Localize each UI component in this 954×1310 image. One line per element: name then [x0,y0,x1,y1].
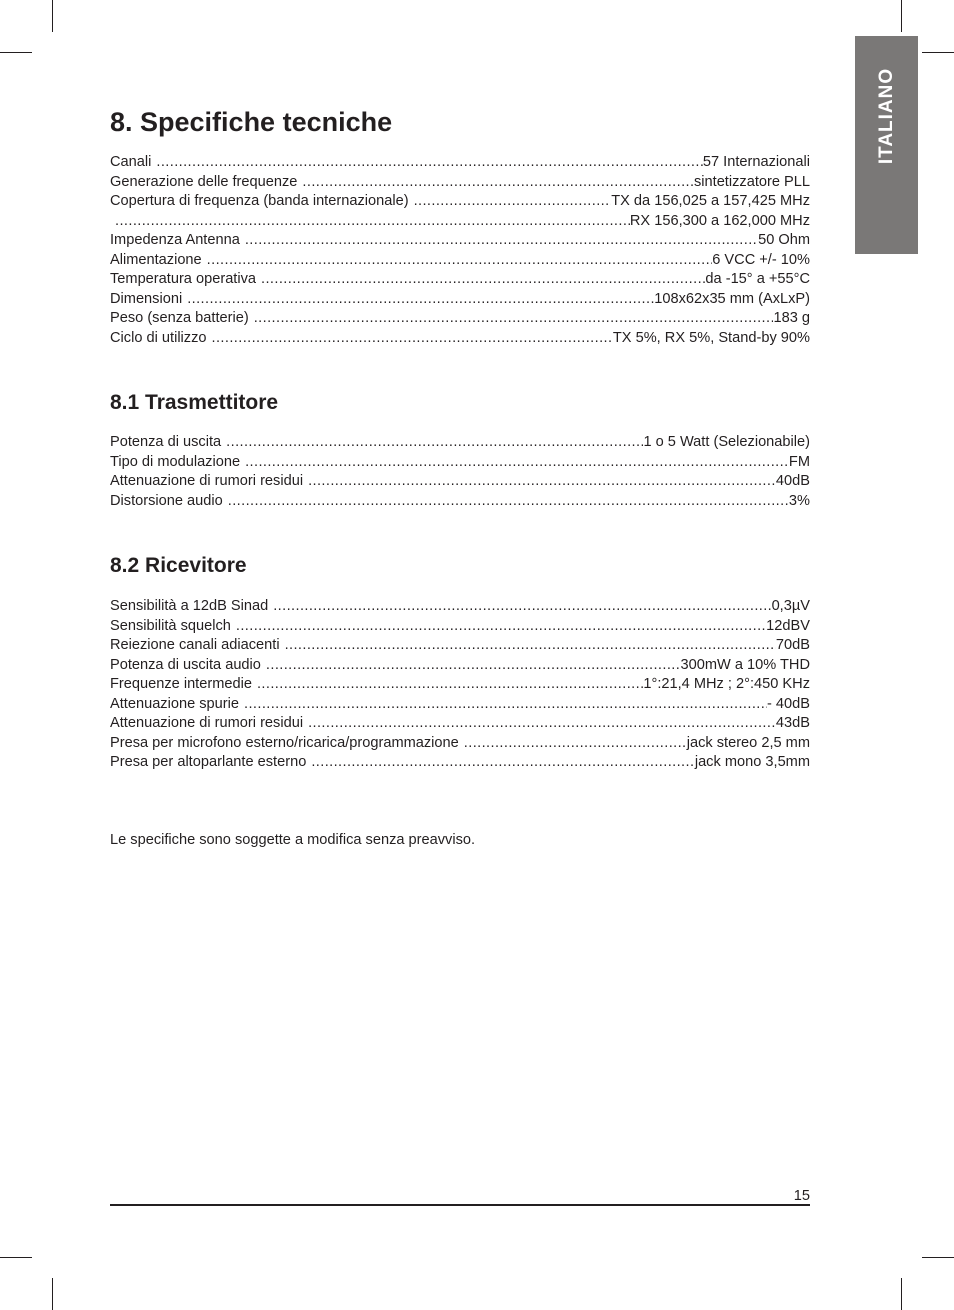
spec-value: 50 Ohm [758,232,810,248]
dot-leader [236,617,766,637]
spec-value: jack stereo 2,5 mm [686,734,810,751]
receiver-spec-list [110,597,810,773]
dot-leader [187,290,654,310]
spec-value: 40dB [775,473,810,489]
spec-value: 6 VCC +/- 10% [712,251,810,268]
dot-leader [308,472,776,492]
dot-leader [254,309,774,329]
spec-row [110,329,810,349]
receiver-heading: 8.2 Ricevitore [110,554,247,577]
spec-value: RX 156,300 a 162,000 MHz [629,212,810,229]
dot-leader [244,695,767,715]
crop-mark-bottom-left-h [0,1257,32,1258]
spec-label: Canali [110,154,152,170]
spec-value: 300mW a 10% THD [680,656,810,673]
spec-label: Distorsione audio [110,492,223,509]
crop-mark-bottom-right-h [922,1257,954,1258]
dot-leader [156,153,703,173]
dot-leader [308,714,776,734]
spec-label: Copertura di frequenza (banda internazionale) [110,193,409,209]
dot-leader [257,675,643,695]
spec-row [110,173,810,193]
spec-label: Attenuazione spurie [110,695,239,712]
spec-value: TX 5%, RX 5%, Stand-by 90% [612,329,810,346]
dot-leader [464,734,687,754]
spec-label: Generazione delle frequenze [110,173,298,190]
spec-label: Impedenza Antenna [110,232,240,248]
dot-leader [228,492,789,512]
spec-row [110,753,810,773]
crop-mark-top-left-h [0,52,32,53]
spec-label: Potenza di uscita [110,434,222,450]
spec-value: 12dBV [766,617,810,634]
spec-row [110,617,810,637]
spec-value: - 40dB [767,695,810,712]
spec-row [110,153,810,173]
crop-mark-top-right [901,0,902,32]
spec-row [110,290,810,310]
spec-label: Ciclo di utilizzo [110,329,207,346]
crop-mark-top-left [52,0,53,32]
disclaimer-note: Le specifiche sono soggette a modifica senza preavviso. [110,832,476,848]
dot-leader [115,212,630,232]
spec-label: Presa per altoparlante esterno [110,754,307,770]
spec-label: Temperatura operativa [110,271,257,287]
spec-label: Reiezione canali adiacenti [110,637,280,653]
spec-row [110,597,810,617]
spec-label: Potenza di uscita audio [110,656,261,673]
spec-label: Peso (senza batterie) [110,310,249,326]
spec-row [110,309,810,329]
dot-leader [212,329,613,349]
spec-label: Sensibilità a 12dB Sinad [110,598,269,614]
spec-value: da -15° a +55°C [705,271,810,287]
spec-row [110,695,810,715]
crop-mark-bottom-right [901,1278,902,1310]
transmitter-heading: 8.1 Trasmettitore [110,391,279,414]
spec-row [110,270,810,290]
spec-row [110,656,810,676]
spec-row [110,675,810,695]
dot-leader [273,597,771,617]
general-spec-list [110,153,810,348]
spec-value: 3% [788,492,810,509]
spec-row [110,734,810,754]
spec-row [110,251,810,271]
spec-row [110,192,810,212]
spec-label: Attenuazione di rumori residui [110,473,304,489]
crop-mark-bottom-left [52,1278,53,1310]
transmitter-spec-list [110,433,810,511]
dot-leader [414,192,612,212]
dot-leader [285,636,776,656]
spec-row [110,433,810,453]
spec-value: 43dB [775,715,810,731]
spec-value: sintetizzatore PLL [693,173,810,190]
dot-leader [261,270,705,290]
spec-value: 70dB [775,637,810,653]
spec-value: 1°:21,4 MHz ; 2°:450 KHz [643,676,810,692]
spec-label: Frequenze intermedie [110,676,252,692]
dot-leader [245,231,758,251]
footer-rule [110,1204,810,1206]
spec-row [110,636,810,656]
spec-label: Tipo di modulazione [110,453,241,470]
crop-mark-top-right-h [922,52,954,53]
spec-row [110,231,810,251]
spec-value: 183 g [773,310,810,326]
spec-value: TX da 156,025 a 157,425 MHz [611,193,810,209]
spec-value: jack mono 3,5mm [694,754,810,770]
dot-leader [245,453,789,473]
spec-row [110,492,810,512]
spec-label: Alimentazione [110,251,202,268]
spec-row [110,714,810,734]
spec-value: 57 Internazionali [702,154,810,170]
dot-leader [302,173,694,193]
spec-row [110,453,810,473]
spec-value: FM [788,453,810,470]
spec-value: 0,3µV [771,598,810,614]
page-title: 8. Specifiche tecniche [110,107,393,137]
spec-row [110,472,810,492]
page-number: 15 [793,1188,810,1204]
spec-label: Presa per microfono esterno/ricarica/programmazione [110,734,459,751]
spec-row [110,212,810,232]
language-tab-label: ITALIANO [875,67,897,165]
dot-leader [207,251,713,271]
spec-value: 108x62x35 mm (AxLxP) [654,290,810,307]
dot-leader [266,656,681,676]
spec-label: Sensibilità squelch [110,617,231,634]
spec-label: Dimensioni [110,290,183,307]
dot-leader [311,753,695,773]
spec-value: 1 o 5 Watt (Selezionabile) [643,434,810,450]
spec-label: Attenuazione di rumori residui [110,715,304,731]
language-tab [855,36,918,254]
dot-leader [226,433,643,453]
